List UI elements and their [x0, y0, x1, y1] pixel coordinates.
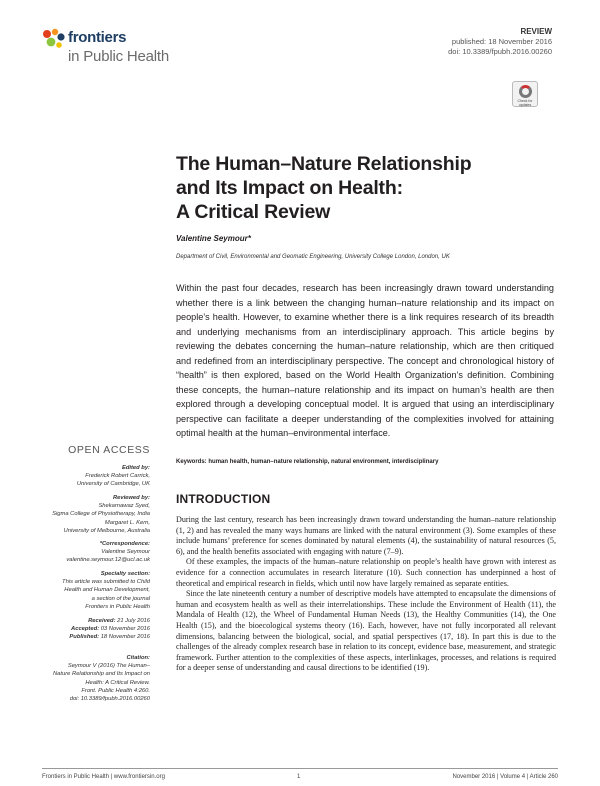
citation-line: Seymour V (2016) The Human– — [67, 663, 150, 670]
check-updates-icon — [519, 85, 532, 98]
editor-line: University of Cambridge, UK — [76, 481, 150, 488]
paragraph: During the last century, research has been increasingly drawn toward understanding the human–nature relationship (1, 2) and has revealed the many ways humans are linked with the natural environment (3). Some examples of these include humans’ preference for scenes dominated by natural elements (4), the sustainability of natural resources (5, 6), and the health benefits associated with engaging with nature (7–9). — [176, 515, 556, 556]
author-affiliation: Department of Civil, Environmental and Geomatic Engineering, University College London, London, UK — [176, 254, 450, 260]
journal-name-line1: frontiers — [68, 29, 127, 46]
reviewer-line: Sigma College of Physiotherapy, India — [52, 511, 150, 518]
citation-line: Health: A Critical Review. — [85, 679, 150, 686]
frontiers-logo-icon — [42, 28, 66, 50]
dates — [0, 617, 150, 642]
edited-by-label: Edited by: — [121, 465, 150, 471]
accepted-date: 03 November 2016 — [100, 626, 150, 633]
keywords-list: human health, human–nature relationship, natural environment, interdisciplinary — [208, 459, 439, 465]
article-title — [176, 152, 546, 224]
journal-logo — [42, 26, 172, 76]
editor-line: Frederick Robert Carrick, — [85, 473, 150, 480]
paragraph: Of these examples, the impacts of the human–nature relationship on people’s health have grown with interest as evidence for a connection accumulates in research literature (10). Such connection has underpinned a host of theoretical and empirical research in fields, which until now have largely remained as separate entities. — [176, 557, 556, 588]
citation-line: Nature Relationship and Its Impact on — [53, 671, 150, 678]
title-line: A Critical Review — [176, 201, 331, 223]
paragraph: Since the late nineteenth century a number of descriptive models have attempted to encapsulate the dimensions of human and ecosystem health as well as their interrelationships. These include the Environment of Health (11), the Mandala of Health (12), the Wheel of Fundamental Human Needs (13), the Healthy Communities (14), the One Health (15), and the bioecological systems theory (16). Each, however, have not fully incorporated all relevant dimensions, balancing between the biological, social, and spatial perspectives (17, 18). In part this is due to the challenges of the already complex research base in relation to its concept, evidence base, measurement, and strategic framework. Further attention to the complexities of these aspects, interlinkages, processes, and relations is required for a deeper sense of understanding and causal directions to be identified (19). — [176, 589, 556, 673]
published-date-side: 18 November 2016 — [100, 634, 150, 641]
specialty-line: Frontiers in Public Health — [85, 603, 150, 610]
citation-label: Citation: — [126, 655, 150, 661]
page-number: 1 — [297, 774, 301, 780]
correspondence-label: *Correspondence: — [99, 541, 150, 547]
specialty-label: Specialty section: — [100, 571, 150, 577]
correspondence-email[interactable]: valentine.seymour.12@ucl.ac.uk — [66, 557, 150, 564]
reviewed-by-label: Reviewed by: — [112, 495, 150, 501]
citation — [0, 654, 150, 703]
footer-divider — [42, 768, 558, 769]
abstract: Within the past four decades, research has been increasingly drawn toward understanding whether there is a link between the changing human–nature relationship and its impact on people’s health. However, to examine whether there is a link requires research of its breadth and underlying mechanisms from an interdisciplinary approach. This article begins by reviewing the debates concerning the human–nature relationship, which are then critiqued and redefined from an interdisciplinary perspective. The concept and chronological history of “health” is then explored, based on the World Health Organization’s definition. Combining these concepts, the human–nature relationship and its impact on human’s health are then explored through a developing conceptual model. It is argued that using an interdisciplinary perspective can facilitate a deeper understanding of the complexities involved for attaining optimal health at the human–environmental interface. — [176, 283, 554, 438]
accepted-label: Accepted: — [71, 626, 100, 633]
citation-doi[interactable]: doi: 10.3389/fpubh.2016.00260 — [69, 696, 150, 703]
reviewed-by — [0, 494, 150, 535]
doi[interactable]: doi: 10.3389/fpubh.2016.00260 — [448, 47, 552, 56]
published-date: published: 18 November 2016 — [451, 37, 552, 46]
check-updates-label: Check for updates — [517, 99, 533, 107]
check-for-updates-badge[interactable] — [512, 81, 538, 107]
footer-issue-info: November 2016 | Volume 4 | Article 260 — [452, 774, 558, 780]
keywords — [176, 459, 554, 465]
title-line: and Its Impact on Health: — [176, 177, 403, 199]
reviewer-line: Margaret L. Kern, — [104, 519, 150, 526]
specialty-section — [0, 570, 150, 611]
introduction-body — [176, 515, 556, 674]
open-access-label: OPEN ACCESS — [68, 444, 150, 456]
footer-journal-link[interactable]: Frontiers in Public Health | www.frontiersin.org — [42, 774, 165, 780]
keywords-label: Keywords: — [176, 459, 207, 465]
specialty-line: This article was submitted to Child — [62, 579, 150, 586]
published-label: Published: — [69, 634, 100, 641]
reviewer-line: University of Melbourne, Australia — [63, 527, 150, 534]
edited-by — [0, 464, 150, 489]
author-name[interactable]: Valentine Seymour* — [176, 234, 251, 243]
article-meta — [448, 27, 552, 57]
correspondence-name: Valentine Seymour — [101, 549, 150, 556]
citation-line: Front. Public Health 4:260. — [81, 687, 150, 694]
section-heading-introduction: INTRODUCTION — [176, 492, 271, 506]
specialty-line: Health and Human Development, — [64, 587, 150, 594]
title-line: The Human–Nature Relationship — [176, 153, 472, 175]
received-date: 21 July 2016 — [117, 618, 150, 624]
reviewer-line: Shekarnawaz Syed, — [98, 503, 150, 510]
article-type: REVIEW — [520, 27, 552, 36]
specialty-line: a section of the journal — [91, 595, 150, 602]
correspondence — [0, 540, 150, 565]
received-label: Received: — [88, 618, 116, 624]
journal-name-line2: in Public Health — [68, 48, 170, 65]
